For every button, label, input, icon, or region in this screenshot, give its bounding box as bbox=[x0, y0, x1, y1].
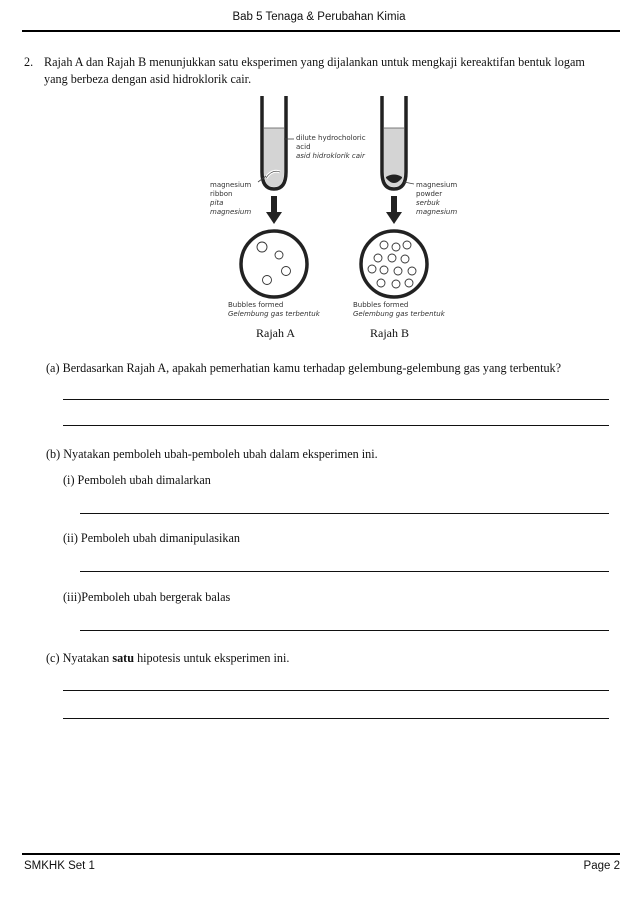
powder-label-4: magnesium bbox=[416, 208, 458, 216]
powder-label-2: powder bbox=[416, 190, 443, 198]
arrow-down-icon bbox=[266, 196, 282, 224]
answer-line[interactable] bbox=[63, 690, 609, 691]
footer-divider bbox=[22, 853, 620, 855]
ribbon-label-2: ribbon bbox=[210, 190, 233, 198]
part-c-bold: satu bbox=[112, 651, 135, 665]
answer-line[interactable] bbox=[63, 425, 609, 426]
part-b-ii: (ii) Pemboleh ubah dimanipulasikan bbox=[63, 531, 241, 545]
bubbles-label-a: Bubbles formed bbox=[228, 301, 284, 309]
answer-line[interactable] bbox=[80, 513, 609, 514]
page-number: Page 2 bbox=[583, 860, 620, 872]
part-c-question bbox=[46, 651, 289, 666]
answer-line[interactable] bbox=[80, 571, 609, 572]
acid-label-en: dilute hydrocholoric bbox=[296, 134, 366, 142]
question-intro-line2: yang berbeza dengan asid hidroklorik cair. bbox=[44, 72, 252, 86]
acid-label-ms: asid hidroklorik cair bbox=[296, 152, 365, 160]
ribbon-label-4: magnesium bbox=[210, 208, 252, 216]
question-number: 2. bbox=[24, 55, 34, 69]
test-tube-b bbox=[382, 96, 406, 189]
question-intro-line1: Rajah A dan Rajah B menunjukkan satu eksperimen yang dijalankan untuk mengkaji kereaktifan bentuk logam bbox=[44, 55, 585, 69]
bubbles-label-a-ms: Gelembung gas terbentuk bbox=[228, 310, 320, 318]
answer-line[interactable] bbox=[63, 399, 609, 400]
test-tube-a bbox=[262, 96, 286, 189]
arrow-down-icon bbox=[386, 196, 402, 224]
bubbles-label-b: Bubbles formed bbox=[353, 301, 409, 309]
header-divider bbox=[22, 30, 620, 32]
bubbles-view-b bbox=[361, 231, 427, 297]
bubbles-view-a bbox=[241, 231, 307, 297]
part-a-question: (a) Berdasarkan Rajah A, apakah pemerhatian kamu terhadap gelembung-gelembung gas yang terbentuk? bbox=[46, 361, 562, 375]
answer-line[interactable] bbox=[80, 630, 609, 631]
caption-rajah-a: Rajah A bbox=[256, 326, 295, 340]
footer-left: SMKHK Set 1 bbox=[24, 860, 95, 872]
ribbon-label-1: magnesium bbox=[210, 181, 252, 189]
page-header: Bab 5 Tenaga & Perubahan Kimia bbox=[232, 11, 406, 23]
answer-line[interactable] bbox=[63, 718, 609, 719]
part-b-iii: (iii)Pemboleh ubah bergerak balas bbox=[63, 590, 231, 604]
powder-label-3: serbuk bbox=[416, 199, 440, 207]
bubbles-label-b-ms: Gelembung gas terbentuk bbox=[353, 310, 445, 318]
experiment-figure bbox=[200, 92, 480, 347]
caption-rajah-b: Rajah B bbox=[370, 326, 409, 340]
part-c-suffix: hipotesis untuk eksperimen ini. bbox=[134, 651, 290, 665]
powder-label-1: magnesium bbox=[416, 181, 458, 189]
acid-label-en-2: acid bbox=[296, 143, 311, 151]
part-b-question: (b) Nyatakan pemboleh ubah-pemboleh ubah dalam eksperimen ini. bbox=[46, 447, 378, 461]
part-c-prefix: (c) Nyatakan bbox=[46, 651, 113, 665]
part-b-i: (i) Pemboleh ubah dimalarkan bbox=[63, 473, 211, 487]
ribbon-label-3: pita bbox=[210, 199, 224, 207]
